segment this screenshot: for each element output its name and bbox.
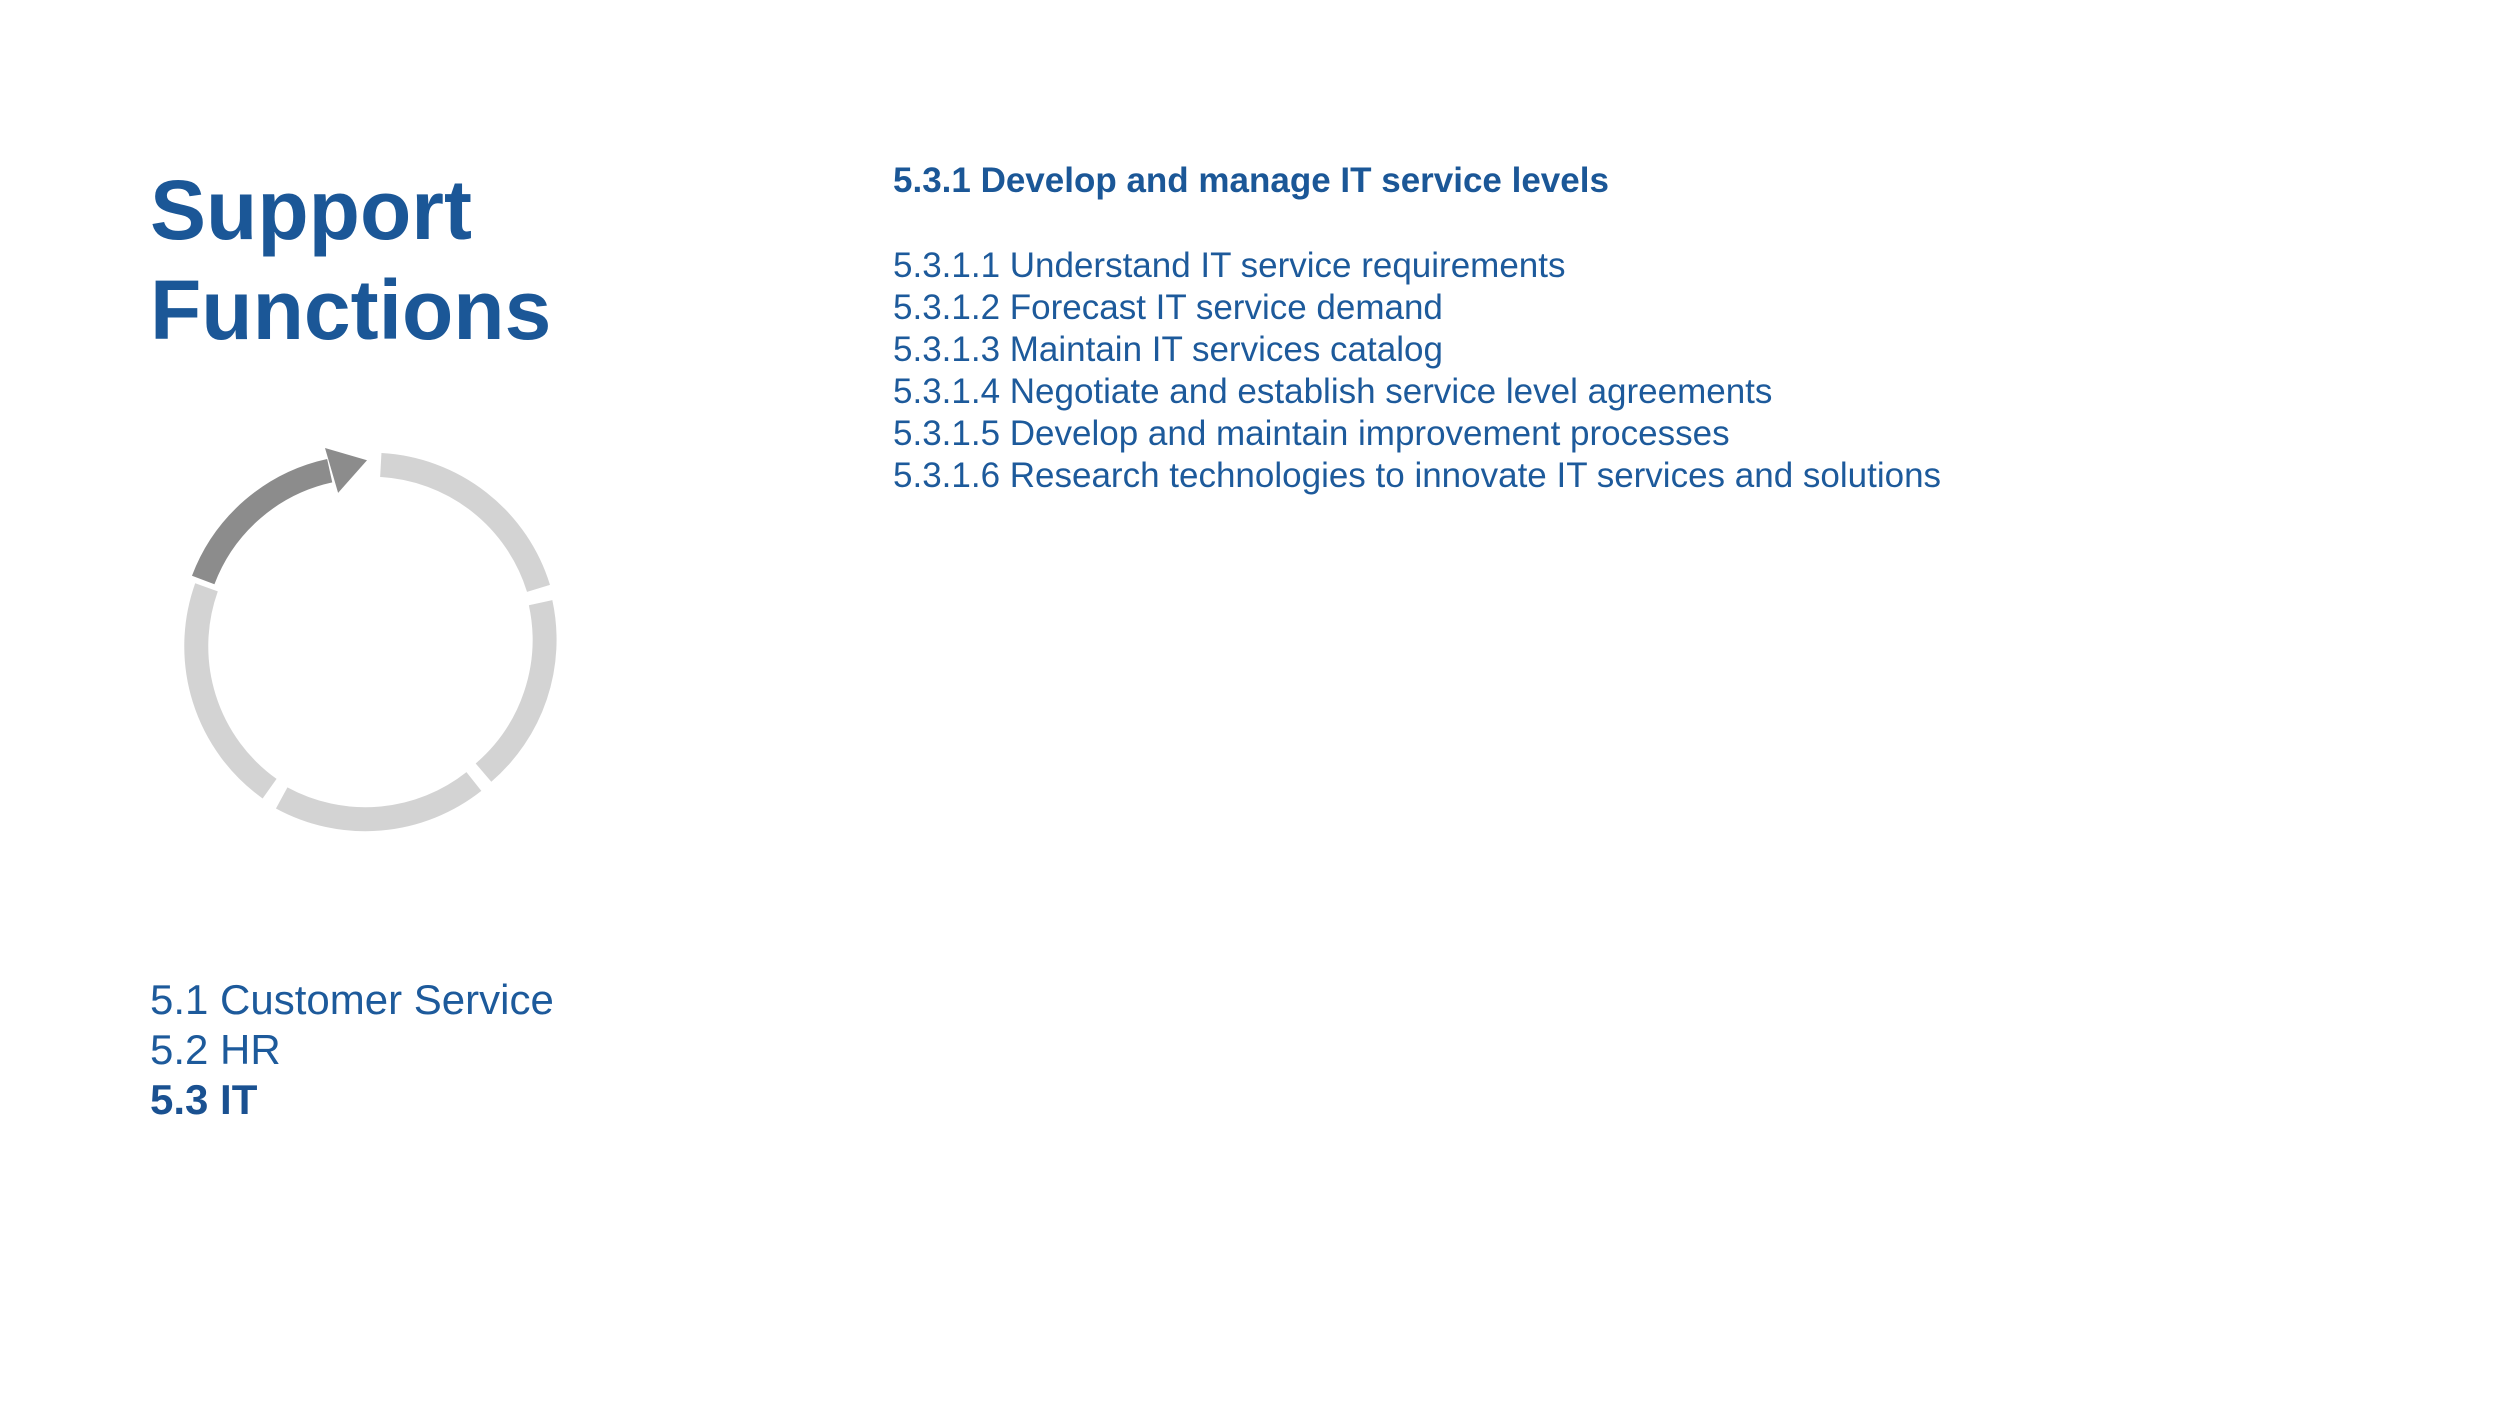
process-list (893, 245, 1941, 497)
cycle-segment-4 (196, 587, 269, 788)
process-item: 5.3.1.4 Negotiate and establish service level agreements (893, 372, 1773, 411)
page-title-line-1: Support (150, 163, 472, 257)
cycle-segment-2 (484, 603, 545, 773)
cycle-segment-3 (282, 782, 474, 820)
cycle-arrow-head (325, 448, 367, 493)
process-item: 5.3.1.5 Develop and maintain improvement processes (893, 414, 1730, 453)
nav-item-it[interactable]: 5.3 IT (150, 1076, 258, 1123)
section-heading: 5.3.1 Develop and manage IT service levels (893, 161, 1609, 200)
nav-item-hr[interactable]: 5.2 HR (150, 1026, 281, 1073)
cycle-progress-icon (150, 420, 590, 860)
page-title-line-2: Functions (150, 263, 552, 357)
process-item: 5.3.1.1 Understand IT service requirements (893, 246, 1566, 285)
cycle-active-segment (203, 471, 330, 580)
cycle-segment-1 (381, 465, 539, 588)
process-item: 5.3.1.2 Forecast IT service demand (893, 288, 1443, 327)
process-item: 5.3.1.6 Research technologies to innovate IT services and solutions (893, 456, 1942, 495)
nav-item-customer-service[interactable]: 5.1 Customer Service (150, 976, 554, 1023)
section-navigation (150, 975, 554, 1125)
page-title (150, 160, 551, 360)
process-item: 5.3.1.3 Maintain IT services catalog (893, 330, 1443, 369)
